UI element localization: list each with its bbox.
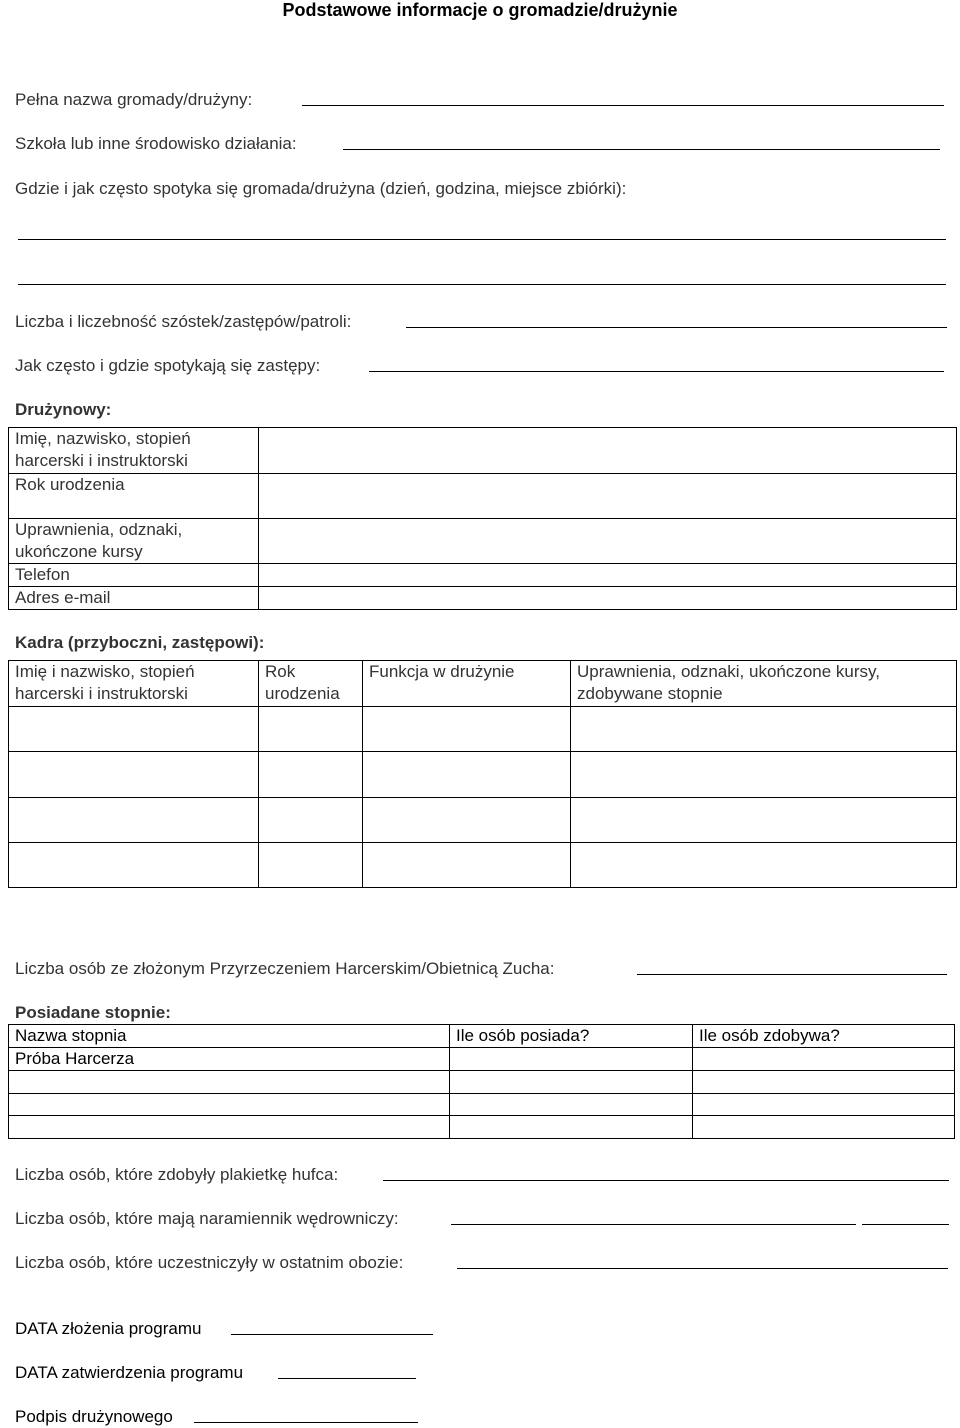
leader-table: [8, 427, 957, 610]
staff-cell[interactable]: [363, 752, 571, 798]
patrols-label: Liczba i liczebność szóstek/zastępów/patroli:: [15, 312, 352, 331]
rank-has-value[interactable]: [450, 1071, 693, 1094]
leader-heading: Drużynowy:: [15, 400, 112, 419]
staff-cell[interactable]: [571, 798, 957, 843]
staff-col-birth: Rok urodzenia: [259, 661, 363, 707]
table-row: [9, 1116, 955, 1139]
staff-cell[interactable]: [259, 707, 363, 752]
staff-header-row: [9, 661, 957, 707]
staff-heading: Kadra (przyboczni, zastępowi):: [15, 633, 265, 652]
table-row: [9, 707, 957, 752]
staff-cell[interactable]: [363, 707, 571, 752]
staff-cell[interactable]: [259, 752, 363, 798]
staff-cell[interactable]: [571, 752, 957, 798]
leader-phone-value[interactable]: [259, 564, 957, 587]
camp-label: Liczba osób, które uczestniczyły w ostatnim obozie:: [15, 1253, 404, 1272]
leader-qualifications-value[interactable]: [259, 519, 957, 564]
promise-field[interactable]: [637, 974, 947, 975]
badge-label: Liczba osób, które zdobyły plakietkę hufca:: [15, 1165, 339, 1184]
ranks-header-row: [9, 1025, 955, 1048]
patrol-meetings-field[interactable]: [369, 371, 944, 372]
full-name-label: Pełna nazwa gromady/drużyny:: [15, 90, 253, 109]
leader-birth-label: Rok urodzenia: [9, 474, 259, 519]
badge-field[interactable]: [383, 1180, 949, 1181]
rank-has-value[interactable]: [450, 1116, 693, 1139]
rank-name[interactable]: [9, 1116, 450, 1139]
rank-earning-value[interactable]: [693, 1116, 955, 1139]
leader-row-birth: [9, 474, 957, 519]
approved-date-label: DATA zatwierdzenia programu: [15, 1363, 244, 1382]
leader-email-value[interactable]: [259, 587, 957, 610]
signature-label: Podpis drużynowego: [15, 1407, 173, 1426]
table-row: [9, 798, 957, 843]
staff-cell[interactable]: [363, 798, 571, 843]
ranks-table: [8, 1024, 955, 1139]
leader-row-qualifications: [9, 519, 957, 564]
rank-earning-value[interactable]: [693, 1071, 955, 1094]
promise-label: Liczba osób ze złożonym Przyrzeczeniem Harcerskim/Obietnicą Zucha:: [15, 959, 555, 978]
staff-cell[interactable]: [259, 843, 363, 888]
epaulette-field-extra[interactable]: [862, 1224, 949, 1225]
rank-name[interactable]: [9, 1071, 450, 1094]
rank-name: Próba Harcerza: [9, 1048, 450, 1071]
meetings-field-line-2[interactable]: [18, 284, 946, 285]
leader-row-email: [9, 587, 957, 610]
patrol-meetings-label: Jak często i gdzie spotykają się zastępy:: [15, 356, 321, 375]
leader-birth-value[interactable]: [259, 474, 957, 519]
staff-cell[interactable]: [9, 843, 259, 888]
staff-cell[interactable]: [571, 843, 957, 888]
rank-name[interactable]: [9, 1094, 450, 1116]
staff-cell[interactable]: [571, 707, 957, 752]
staff-cell[interactable]: [363, 843, 571, 888]
ranks-heading: Posiadane stopnie:: [15, 1003, 171, 1022]
leader-phone-label: Telefon: [9, 564, 259, 587]
signature-field[interactable]: [194, 1422, 418, 1423]
approved-date-field[interactable]: [278, 1378, 416, 1379]
meetings-label: Gdzie i jak często spotyka się gromada/drużyna (dzień, godzina, miejsce zbiórki):: [15, 179, 627, 198]
table-row: [9, 1048, 955, 1071]
submitted-date-label: DATA złożenia programu: [15, 1319, 202, 1338]
meetings-field-line-1[interactable]: [18, 239, 946, 240]
staff-cell[interactable]: [9, 707, 259, 752]
ranks-col-has: Ile osób posiada?: [450, 1025, 693, 1048]
patrols-field[interactable]: [406, 327, 947, 328]
rank-earning-value[interactable]: [693, 1048, 955, 1071]
table-row: [9, 1094, 955, 1116]
staff-cell[interactable]: [9, 752, 259, 798]
full-name-field[interactable]: [302, 105, 944, 106]
epaulette-field[interactable]: [451, 1224, 856, 1225]
table-row: [9, 1071, 955, 1094]
leader-row-name: [9, 428, 957, 474]
submitted-date-field[interactable]: [231, 1334, 433, 1335]
rank-has-value[interactable]: [450, 1094, 693, 1116]
leader-email-label: Adres e-mail: [9, 587, 259, 610]
staff-cell[interactable]: [259, 798, 363, 843]
staff-cell[interactable]: [9, 798, 259, 843]
school-field[interactable]: [343, 149, 940, 150]
leader-name-label: Imię, nazwisko, stopień harcerski i instruktorski: [9, 428, 259, 474]
table-row: [9, 752, 957, 798]
ranks-col-name: Nazwa stopnia: [9, 1025, 450, 1048]
leader-qualifications-label: Uprawnienia, odznaki, ukończone kursy: [9, 519, 259, 564]
epaulette-label: Liczba osób, które mają naramiennik wędrowniczy:: [15, 1209, 399, 1228]
staff-col-name: Imię i nazwisko, stopień harcerski i instruktorski: [9, 661, 259, 707]
school-label: Szkoła lub inne środowisko działania:: [15, 134, 297, 153]
staff-col-function: Funkcja w drużynie: [363, 661, 571, 707]
leader-row-phone: [9, 564, 957, 587]
staff-col-qualifications: Uprawnienia, odznaki, ukończone kursy, zdobywane stopnie: [571, 661, 957, 707]
staff-table: [8, 660, 957, 888]
page-title: Podstawowe informacje o gromadzie/drużynie: [282, 0, 678, 20]
camp-field[interactable]: [457, 1268, 948, 1269]
table-row: [9, 843, 957, 888]
rank-has-value[interactable]: [450, 1048, 693, 1071]
ranks-col-earning: Ile osób zdobywa?: [693, 1025, 955, 1048]
leader-name-value[interactable]: [259, 428, 957, 474]
rank-earning-value[interactable]: [693, 1094, 955, 1116]
